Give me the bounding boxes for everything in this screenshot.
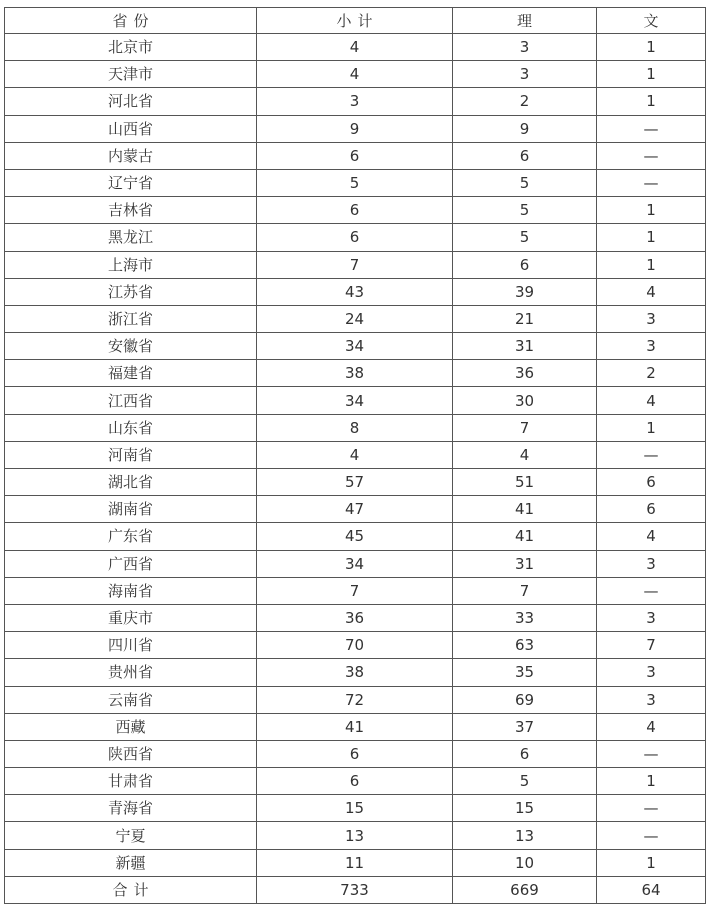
table-row — [5, 387, 706, 414]
cell-science: 6 — [453, 142, 597, 169]
cell-science: 7 — [453, 577, 597, 604]
cell-subtotal: 45 — [257, 523, 453, 550]
table-row — [5, 414, 706, 441]
cell-science: 7 — [453, 414, 597, 441]
table-row — [5, 251, 706, 278]
cell-subtotal: 70 — [257, 632, 453, 659]
cell-science: 31 — [453, 550, 597, 577]
table-row — [5, 333, 706, 360]
cell-province: 青海省 — [5, 795, 257, 822]
cell-subtotal: 24 — [257, 305, 453, 332]
cell-subtotal: 7 — [257, 577, 453, 604]
cell-arts: 6 — [597, 469, 706, 496]
cell-arts: 1 — [597, 849, 706, 876]
cell-arts: 1 — [597, 768, 706, 795]
cell-province: 上海市 — [5, 251, 257, 278]
cell-subtotal: 34 — [257, 333, 453, 360]
table-row — [5, 659, 706, 686]
cell-science: 30 — [453, 387, 597, 414]
cell-subtotal: 6 — [257, 197, 453, 224]
cell-province: 福建省 — [5, 360, 257, 387]
cell-subtotal: 11 — [257, 849, 453, 876]
table-row — [5, 441, 706, 468]
cell-subtotal: 6 — [257, 142, 453, 169]
cell-arts: — — [597, 822, 706, 849]
cell-subtotal: 3 — [257, 88, 453, 115]
table-body — [5, 34, 706, 877]
cell-province: 江苏省 — [5, 278, 257, 305]
cell-subtotal: 34 — [257, 387, 453, 414]
table-row — [5, 686, 706, 713]
cell-subtotal: 38 — [257, 659, 453, 686]
cell-province: 辽宁省 — [5, 169, 257, 196]
table-row — [5, 822, 706, 849]
table-header-row — [5, 8, 706, 34]
total-subtotal: 733 — [257, 876, 453, 903]
cell-arts: 4 — [597, 278, 706, 305]
cell-province: 新疆 — [5, 849, 257, 876]
cell-science: 6 — [453, 251, 597, 278]
cell-arts: — — [597, 142, 706, 169]
cell-province: 广西省 — [5, 550, 257, 577]
cell-science: 9 — [453, 115, 597, 142]
cell-subtotal: 13 — [257, 822, 453, 849]
table-row — [5, 278, 706, 305]
cell-province: 重庆市 — [5, 604, 257, 631]
cell-science: 13 — [453, 822, 597, 849]
cell-province: 山西省 — [5, 115, 257, 142]
cell-subtotal: 41 — [257, 713, 453, 740]
table-row — [5, 142, 706, 169]
cell-science: 31 — [453, 333, 597, 360]
header-arts: 文 — [597, 8, 706, 34]
cell-arts: 1 — [597, 61, 706, 88]
cell-arts: 1 — [597, 34, 706, 61]
cell-arts: 7 — [597, 632, 706, 659]
table-row — [5, 496, 706, 523]
header-science: 理 — [453, 8, 597, 34]
cell-arts: — — [597, 795, 706, 822]
cell-subtotal: 72 — [257, 686, 453, 713]
table-row — [5, 115, 706, 142]
cell-arts: — — [597, 577, 706, 604]
cell-science: 5 — [453, 197, 597, 224]
cell-science: 3 — [453, 34, 597, 61]
cell-science: 21 — [453, 305, 597, 332]
cell-arts: 3 — [597, 604, 706, 631]
table-row — [5, 849, 706, 876]
cell-arts: 6 — [597, 496, 706, 523]
cell-province: 云南省 — [5, 686, 257, 713]
cell-province: 海南省 — [5, 577, 257, 604]
cell-arts: 2 — [597, 360, 706, 387]
table-row — [5, 768, 706, 795]
cell-arts: 1 — [597, 88, 706, 115]
cell-subtotal: 38 — [257, 360, 453, 387]
cell-science: 51 — [453, 469, 597, 496]
cell-science: 35 — [453, 659, 597, 686]
header-province: 省份 — [5, 8, 257, 34]
table-row — [5, 305, 706, 332]
cell-science: 6 — [453, 740, 597, 767]
cell-province: 北京市 — [5, 34, 257, 61]
cell-science: 10 — [453, 849, 597, 876]
cell-province: 山东省 — [5, 414, 257, 441]
cell-science: 69 — [453, 686, 597, 713]
cell-science: 37 — [453, 713, 597, 740]
cell-arts: 3 — [597, 550, 706, 577]
cell-subtotal: 57 — [257, 469, 453, 496]
cell-arts: 4 — [597, 713, 706, 740]
cell-subtotal: 9 — [257, 115, 453, 142]
cell-province: 天津市 — [5, 61, 257, 88]
cell-province: 内蒙古 — [5, 142, 257, 169]
cell-province: 贵州省 — [5, 659, 257, 686]
cell-province: 吉林省 — [5, 197, 257, 224]
cell-science: 2 — [453, 88, 597, 115]
table-row — [5, 604, 706, 631]
total-row — [5, 876, 706, 903]
table-row — [5, 469, 706, 496]
cell-arts: 1 — [597, 224, 706, 251]
table-row — [5, 197, 706, 224]
total-science: 669 — [453, 876, 597, 903]
table-row — [5, 632, 706, 659]
cell-arts: — — [597, 169, 706, 196]
cell-science: 5 — [453, 768, 597, 795]
cell-subtotal: 8 — [257, 414, 453, 441]
cell-province: 陕西省 — [5, 740, 257, 767]
cell-arts: 1 — [597, 414, 706, 441]
cell-science: 41 — [453, 523, 597, 550]
cell-arts: 3 — [597, 333, 706, 360]
cell-province: 甘肃省 — [5, 768, 257, 795]
cell-subtotal: 34 — [257, 550, 453, 577]
cell-arts: 4 — [597, 523, 706, 550]
cell-province: 安徽省 — [5, 333, 257, 360]
cell-arts: — — [597, 441, 706, 468]
table-row — [5, 34, 706, 61]
table-row — [5, 740, 706, 767]
cell-arts: 1 — [597, 197, 706, 224]
cell-subtotal: 4 — [257, 61, 453, 88]
enrollment-quota-table — [4, 7, 706, 904]
cell-science: 3 — [453, 61, 597, 88]
cell-province: 湖北省 — [5, 469, 257, 496]
cell-province: 四川省 — [5, 632, 257, 659]
cell-arts: — — [597, 115, 706, 142]
table-row — [5, 577, 706, 604]
cell-science: 63 — [453, 632, 597, 659]
cell-arts: 3 — [597, 305, 706, 332]
cell-subtotal: 4 — [257, 441, 453, 468]
total-arts: 64 — [597, 876, 706, 903]
cell-subtotal: 15 — [257, 795, 453, 822]
cell-subtotal: 36 — [257, 604, 453, 631]
cell-subtotal: 6 — [257, 768, 453, 795]
table-row — [5, 224, 706, 251]
cell-province: 西藏 — [5, 713, 257, 740]
cell-science: 15 — [453, 795, 597, 822]
cell-province: 湖南省 — [5, 496, 257, 523]
table-row — [5, 61, 706, 88]
table-row — [5, 713, 706, 740]
table-row — [5, 795, 706, 822]
cell-science: 41 — [453, 496, 597, 523]
cell-arts: — — [597, 740, 706, 767]
cell-arts: 3 — [597, 686, 706, 713]
cell-subtotal: 6 — [257, 224, 453, 251]
cell-province: 广东省 — [5, 523, 257, 550]
cell-province: 宁夏 — [5, 822, 257, 849]
header-subtotal: 小计 — [257, 8, 453, 34]
cell-arts: 1 — [597, 251, 706, 278]
cell-subtotal: 43 — [257, 278, 453, 305]
table-row — [5, 169, 706, 196]
cell-province: 浙江省 — [5, 305, 257, 332]
cell-province: 江西省 — [5, 387, 257, 414]
cell-subtotal: 6 — [257, 740, 453, 767]
table-row — [5, 550, 706, 577]
cell-arts: 3 — [597, 659, 706, 686]
cell-province: 黑龙江 — [5, 224, 257, 251]
cell-province: 河南省 — [5, 441, 257, 468]
total-label: 合计 — [5, 876, 257, 903]
cell-science: 5 — [453, 169, 597, 196]
cell-science: 5 — [453, 224, 597, 251]
cell-province: 河北省 — [5, 88, 257, 115]
table-row — [5, 360, 706, 387]
cell-subtotal: 47 — [257, 496, 453, 523]
table-row — [5, 88, 706, 115]
cell-science: 39 — [453, 278, 597, 305]
cell-subtotal: 7 — [257, 251, 453, 278]
cell-arts: 4 — [597, 387, 706, 414]
cell-subtotal: 4 — [257, 34, 453, 61]
cell-science: 36 — [453, 360, 597, 387]
cell-science: 4 — [453, 441, 597, 468]
table-row — [5, 523, 706, 550]
cell-science: 33 — [453, 604, 597, 631]
cell-subtotal: 5 — [257, 169, 453, 196]
